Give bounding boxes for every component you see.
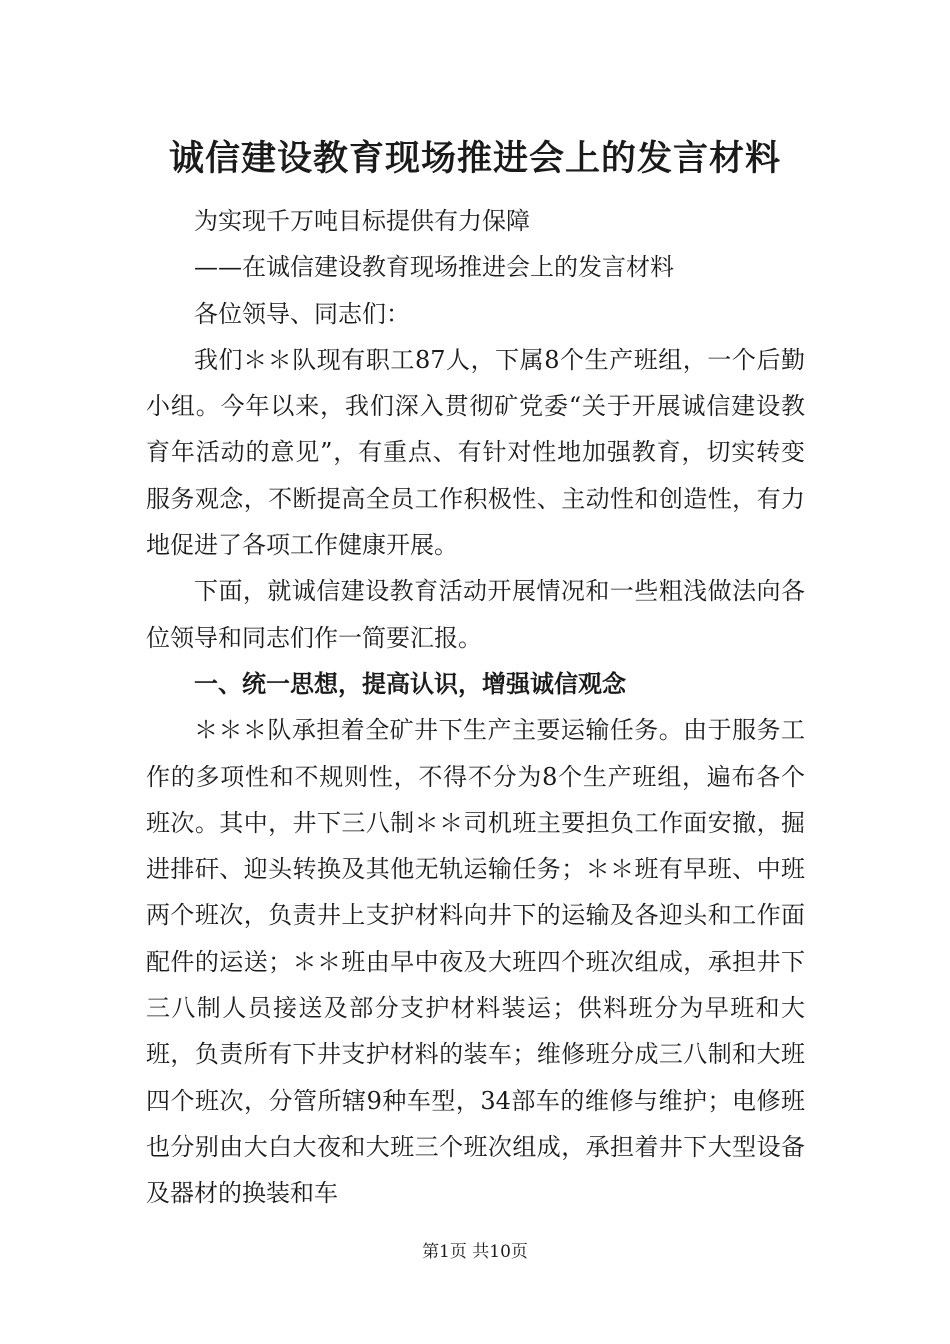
paragraph-intro: 我们＊＊队现有职工87人，下属8个生产班组，一个后勤小组。今年以来，我们深入贯彻矿党委“关于开展诚信建设教育年活动的意见”，有重点、有针对性地加强教育，切实转变服务观念，不断提高全员工作积极性、主动性和创造性，有力地促进了各项工作健康开展。: [146, 345, 805, 560]
document-body: [146, 198, 805, 1217]
salutation: 各位领导、同志们：: [194, 299, 410, 328]
section-paragraph: ＊＊＊队承担着全矿井下生产主要运输任务。由于服务工作的多项性和不规则性，不得不分为8个生产班组，遍布各个班次。其中，井下三八制＊＊司机班主要担负工作面安撤，掘进排矸、迎头转换及其他无轨运输任务；＊＊班有早班、中班两个班次，负责井上支护材料向井下的运输及各迎头和工作面配件的运送；＊＊班由早中夜及大班四个班次组成，承担井下三八制人员接送及部分支护材料装运；供料班分为早班和大班，负责所有下井支护材料的装车；维修班分成三八制和大班四个班次，分管所辖9种车型，34部车的维修与维护；电修班也分别由大白大夜和大班三个班次组成，承担着井下大型设备及器材的换装和车: [146, 716, 805, 1208]
section-heading: 一、统一思想，提高认识，增强诚信观念: [194, 669, 626, 698]
paragraph-report: 下面，就诚信建设教育活动开展情况和一些粗浅做法向各位领导和同志们作一简要汇报。: [146, 577, 805, 652]
subtitle-main: 为实现千万吨目标提供有力保障: [194, 207, 530, 235]
document-title: 诚信建设教育现场推进会上的发言材料: [168, 139, 781, 179]
page-footer: 第1页 共10页: [422, 1242, 528, 1262]
subtitle-sub: ——在诚信建设教育现场推进会上的发言材料: [194, 253, 674, 282]
